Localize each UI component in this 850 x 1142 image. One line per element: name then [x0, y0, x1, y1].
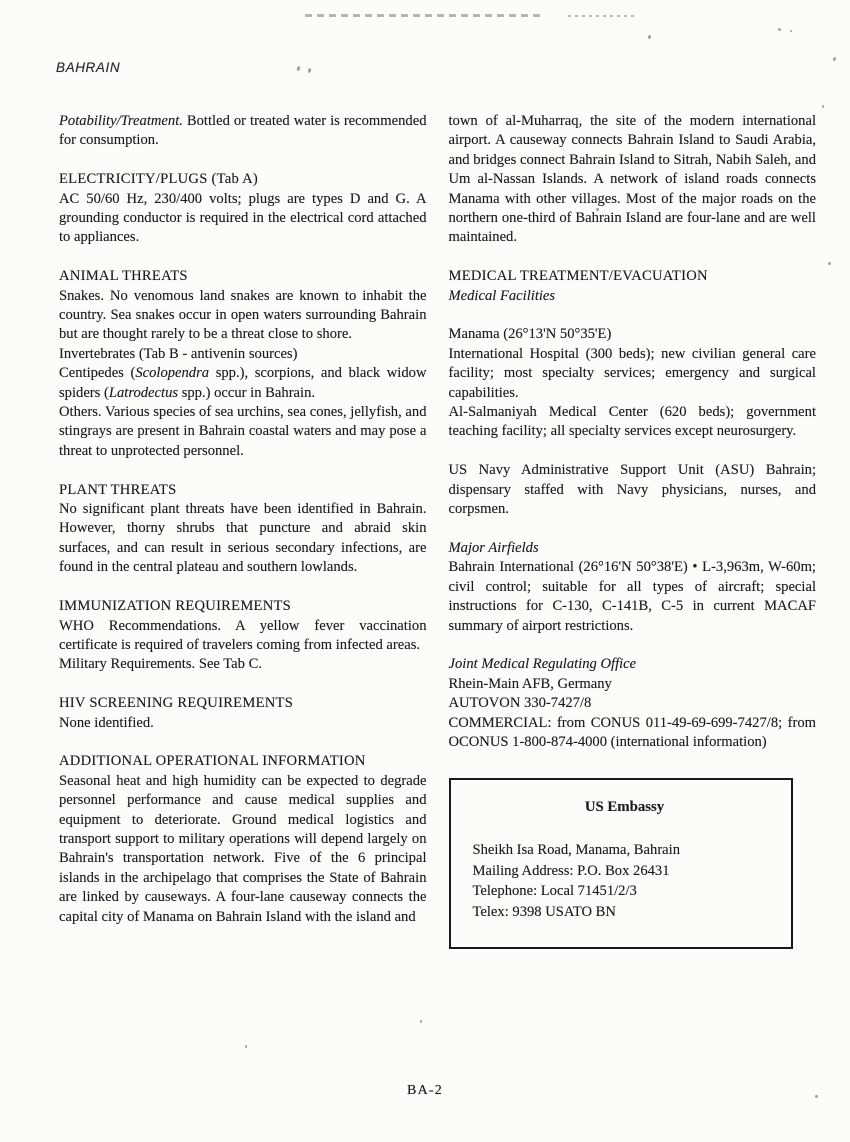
paragraph — [59, 112, 427, 151]
text-run: International Hospital (300 beds); new civilian general care facility; most specialty services; emergency and surgical capabilities. — [448, 345, 816, 401]
text-run: None identified. — [59, 714, 154, 731]
paragraph — [59, 345, 427, 364]
embassy-box-title: US Embassy — [584, 799, 665, 816]
section-heading — [59, 597, 427, 616]
subsection-heading — [449, 287, 817, 306]
italic-run: Scolopendra — [135, 365, 210, 382]
section-heading — [59, 694, 427, 713]
column-left — [59, 112, 427, 949]
column-right-text — [449, 112, 817, 752]
section-heading — [449, 267, 817, 286]
section-heading — [59, 752, 427, 771]
paragraph — [59, 287, 427, 345]
embassy-line: Mailing Address: P.O. Box 26431 — [472, 862, 670, 879]
text-run: Medical Facilities — [448, 287, 556, 304]
text-run: spp.) occur in Bahrain. — [178, 384, 316, 401]
text-run: Bahrain International (26°16'N 50°38'E) • L-3,963m, W-60m; civil control; suitable for all types of aircraft; special instructions for C-130, C-141B, C-5 in current MACAF summary of airport restrictions. — [448, 559, 816, 634]
text-run: No significant plant threats have been identified in Bahrain. However, thorny shrubs that puncture and abraid skin surfaces, and can result in serious secondary infections, are found in the central plateau and southern lowlands. — [59, 501, 427, 576]
subsection-heading — [449, 655, 817, 674]
embassy-box-lines — [473, 840, 777, 923]
text-run: Military Requirements. See Tab C. — [59, 656, 262, 673]
text-run: MEDICAL TREATMENT/EVACUATION — [448, 268, 708, 285]
scan-noise — [822, 105, 824, 108]
text-run: Bottled or treated water is recommended for consumption. — [59, 113, 427, 149]
paragraph — [449, 461, 817, 519]
paragraph — [59, 500, 427, 578]
paragraph — [449, 558, 817, 636]
text-run: ELECTRICITY/PLUGS (Tab A) — [59, 171, 258, 188]
text-run: AC 50/60 Hz, 230/400 volts; plugs are types D and G. A grounding conductor is required in the electrical cord attached to appliances. — [59, 190, 427, 246]
section-heading — [59, 170, 427, 189]
embassy-line: Sheikh Isa Road, Manama, Bahrain — [472, 841, 681, 858]
text-run: PLANT THREATS — [59, 481, 177, 498]
text-run: Others. Various species of sea urchins, sea cones, jellyfish, and stingrays are present in Bahrain coastal waters and may pose a threat to unprotected personnel. — [59, 404, 427, 459]
paragraph — [449, 112, 817, 248]
paragraph — [59, 364, 427, 403]
scan-noise — [778, 28, 781, 31]
scan-noise — [648, 35, 652, 40]
text-run: Snakes. No venomous land snakes are known to inhabit the country. Sea snakes occur in open waters surrounding Bahrain but are thought rarely to be a threat close to shore. — [59, 287, 427, 343]
text-run: WHO Recommendations. A yellow fever vaccination certificate is required of travelers coming from infected areas. — [59, 617, 427, 653]
subsection-heading — [449, 539, 817, 558]
section-heading — [59, 481, 427, 500]
text-run: Al-Salmaniyah Medical Center (620 beds); government teaching facility; all specialty services except neurosurgery. — [448, 404, 816, 440]
text-run: US Navy Administrative Support Unit (ASU) Bahrain; dispensary staffed with Navy physicians, nurses, and corpsmen. — [448, 462, 816, 518]
text-run: Invertebrates (Tab B - antivenin sources) — [59, 345, 298, 362]
text-run: AUTOVON 330-7427/8 — [448, 695, 592, 712]
text-run: Manama (26°13'N 50°35'E) — [448, 326, 612, 343]
scan-noise — [305, 14, 540, 17]
paragraph — [449, 325, 817, 344]
scan-noise — [828, 262, 831, 265]
paragraph — [59, 772, 427, 927]
scan-noise — [790, 30, 792, 32]
text-run: COMMERCIAL: from CONUS 011-49-69-699-7427/8; from OCONUS 1-800-874-4000 (international information) — [448, 714, 816, 750]
text-run: IMMUNIZATION REQUIREMENTS — [59, 598, 292, 615]
text-run: HIV SCREENING REQUIREMENTS — [59, 695, 294, 712]
text-run: ANIMAL THREATS — [59, 268, 188, 285]
paragraph — [59, 190, 427, 248]
paragraph — [449, 403, 817, 442]
text-run: Rhein-Main AFB, Germany — [448, 675, 612, 692]
body-columns — [59, 112, 816, 949]
italic-run: Potability/Treatment. — [59, 113, 183, 129]
paragraph — [449, 714, 817, 753]
text-run: spp.), scorpions, and black widow spiders ( — [59, 365, 427, 401]
text-run: ADDITIONAL OPERATIONAL INFORMATION — [59, 753, 366, 770]
section-heading — [59, 267, 427, 286]
text-run: Centipedes ( — [59, 365, 136, 382]
embassy-line: Telephone: Local 71451/2/3 — [472, 883, 637, 900]
paragraph — [449, 694, 817, 713]
embassy-box — [449, 778, 793, 949]
paragraph — [449, 675, 817, 694]
embassy-line: Telex: 9398 USATO BN — [472, 904, 616, 921]
italic-run: Latrodectus — [108, 384, 179, 401]
text-run: Seasonal heat and high humidity can be expected to degrade personnel performance and cause medical supplies and equipment to deteriorate. Ground medical logistics and transport support to military operations will depend largely on Bahrain's transportation network. Five of the 6 principal islands in the archipelago that comprises the State of Bahrain are linked by causeways. A four-lane causeway connects the capital city of Manama on Bahrain Island with the island and — [59, 772, 427, 925]
paragraph — [449, 345, 817, 403]
scan-noise — [568, 15, 636, 17]
text-run: Joint Medical Regulating Office — [448, 656, 637, 673]
scan-noise — [296, 66, 300, 72]
scan-noise — [420, 1020, 422, 1023]
text-run: Major Airfields — [448, 539, 539, 556]
paragraph — [59, 617, 427, 656]
column-right — [449, 112, 817, 949]
page-number: BA-2 — [407, 1083, 443, 1098]
paragraph — [59, 655, 427, 674]
scan-noise — [245, 1045, 247, 1048]
paragraph — [59, 714, 427, 733]
text-run: town of al-Muharraq, the site of the modern international airport. A causeway connects Bahrain Island to Saudi Arabia, and bridges connect Bahrain Island to Sitrah, Nabih Saleh, and Um al-Nassan Islands. A network of island roads connects Manama with other villages. Most of the major roads on the northern one-third of Bahrain Island are four-lane and are well maintained. — [448, 113, 816, 246]
paragraph — [59, 403, 427, 461]
page-header-country: BAHRAIN — [56, 60, 121, 75]
scan-noise — [832, 57, 836, 62]
scan-noise — [307, 68, 311, 74]
